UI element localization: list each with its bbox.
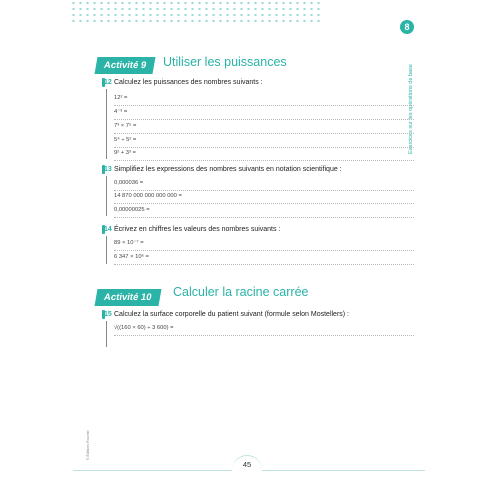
activity-10-title: Calculer la racine carrée [173,285,309,299]
answer-prompt: 4⁻³ = [114,109,128,115]
activity-10-tag-label: Activité 10 [103,292,153,303]
answer-prompt: 14 870 000 000 000 000 = [114,193,182,199]
answer-prompt: 7³ × 7⁵ = [114,123,137,129]
answer-prompt: 5⁴ ÷ 5² = [114,137,137,143]
activity-9-tag [95,57,156,74]
activity-9-title: Utiliser les puissances [163,55,287,69]
exercise-question: Calculez la surface corporelle du patient suivant (formule selon Mostellers) : [114,311,349,318]
answer-line[interactable] [114,137,414,148]
page-number: 45 [232,455,262,474]
exercise-14 [104,226,414,264]
exercise-question: Simplifiez les expressions des nombres suivants en notation scientifique : [114,166,342,173]
activity-10-tag [95,289,162,306]
answer-line[interactable] [114,95,414,106]
copyright-credit [86,420,94,460]
answer-prompt: 89 × 10⁻⁷ = [114,240,144,246]
exercise-12 [104,79,414,159]
exercise-bracket [106,89,107,159]
answer-line[interactable] [114,180,414,191]
answer-line[interactable] [114,325,414,336]
answer-prompt: 9² + 3³ = [114,150,136,156]
answer-line[interactable] [114,240,414,251]
exercise-bracket [106,321,107,347]
answer-line[interactable] [114,150,414,161]
exercise-13 [104,166,414,216]
answer-line[interactable] [114,123,414,134]
exercise-15 [104,311,414,347]
answer-line[interactable] [114,254,414,265]
exercise-question: Calculez les puissances des nombres suivants : [114,79,263,86]
answer-prompt: 6 347 × 10⁶ = [114,254,149,260]
chapter-title: Exercices sur les opérations de base [408,64,414,154]
exercise-number: 15 [104,311,112,318]
exercise-number: 12 [104,79,112,86]
exercise-number: 13 [104,166,112,173]
answer-line[interactable] [114,193,414,204]
chapter-number-badge: 8 [400,20,414,34]
answer-prompt: 0,000036 = [114,180,144,186]
exercise-bracket [106,236,107,264]
answer-prompt: 12² = [114,95,128,101]
exercise-bracket [106,176,107,216]
activity-9-tag-label: Activité 9 [103,60,148,71]
answer-prompt: √((160 × 60) ÷ 3 600) = [114,325,174,331]
exercise-question: Écrivez en chiffres les valeurs des nombres suivants : [114,226,281,233]
credit-text: © Éditions Foucher [86,430,90,460]
answer-line[interactable] [114,207,414,218]
answer-line[interactable] [114,109,414,120]
decorative-dots [70,0,320,22]
exercise-number: 14 [104,226,112,233]
answer-prompt: 0,00000025 = [114,207,150,213]
